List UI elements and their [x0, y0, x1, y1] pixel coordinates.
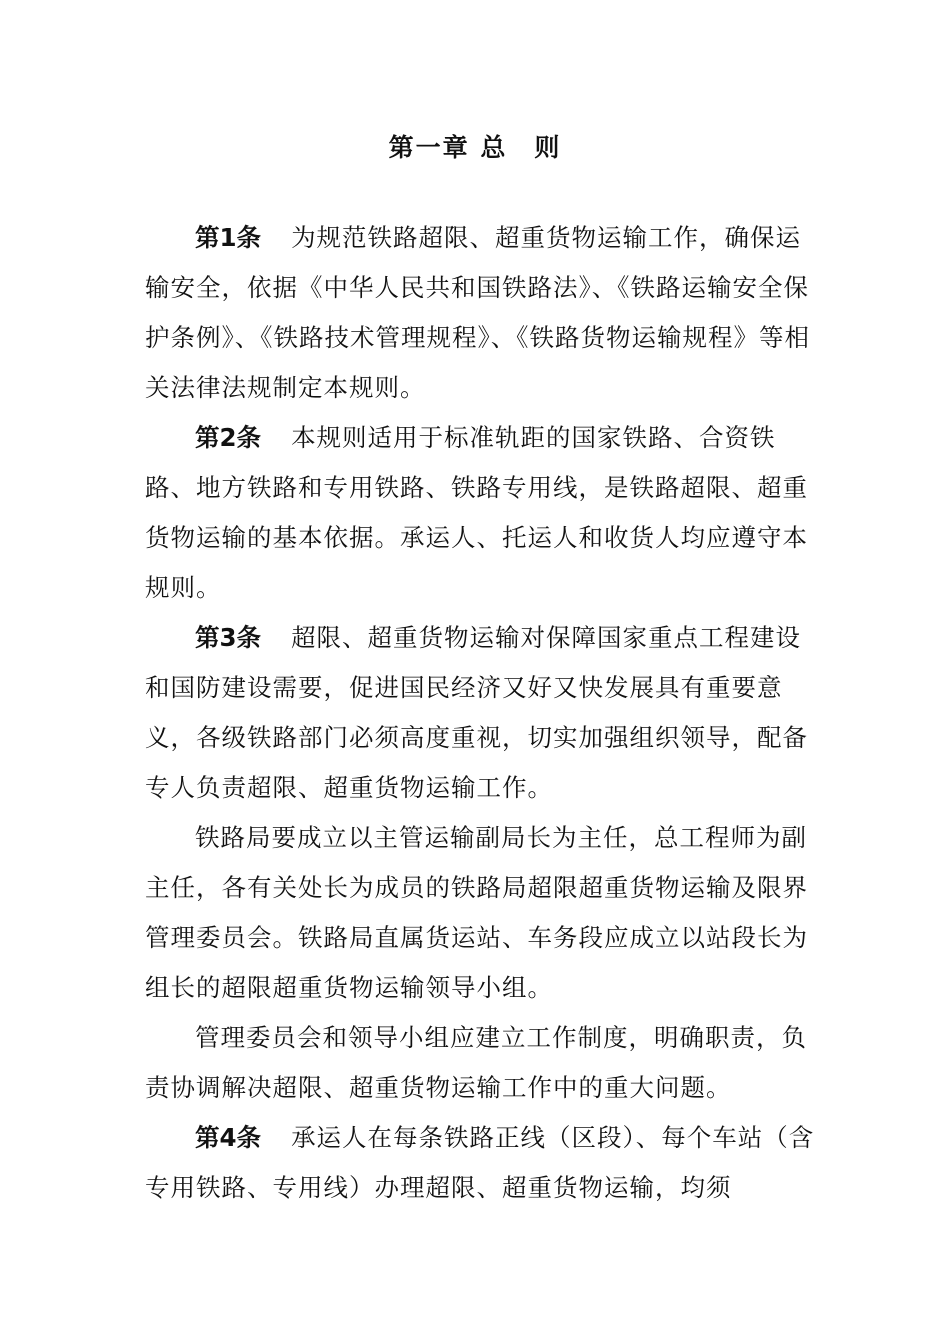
paragraph-text: 管理委员会和领导小组应建立工作制度，明确职责，负责协调解决超限、超重货物运输工作中的重大问题。 — [145, 1023, 807, 1102]
paragraph-article-1 — [145, 213, 815, 413]
paragraph-text: 承运人在每条铁路正线（区段）、每个车站（含专用铁路、专用线）办理超限、超重货物运输，均须 — [145, 1123, 815, 1202]
article-number: 第1条 — [195, 223, 262, 252]
chapter-title: 第一章 总 则 — [388, 133, 562, 162]
article-number: 第2条 — [195, 423, 262, 452]
paragraph-article-2 — [145, 413, 815, 613]
paragraph-article-3-part-3 — [145, 1013, 815, 1113]
paragraph-text: 铁路局要成立以主管运输副局长为主任，总工程师为副主任，各有关处长为成员的铁路局超限超重货物运输及限界管理委员会。铁路局直属货运站、车务段应成立以站段长为组长的超限超重货物运输领导小组。 — [145, 823, 808, 1002]
paragraph-article-3-part-2 — [145, 813, 815, 1013]
paragraph-text: 本规则适用于标准轨距的国家铁路、合资铁路、地方铁路和专用铁路、铁路专用线，是铁路超限、超重货物运输的基本依据。承运人、托运人和收货人均应遵守本规则。 — [145, 423, 808, 602]
paragraph-text: 超限、超重货物运输对保障国家重点工程建设和国防建设需要，促进国民经济又好又快发展具有重要意义，各级铁路部门必须高度重视，切实加强组织领导，配备专人负责超限、超重货物运输工作。 — [145, 623, 808, 802]
article-number: 第3条 — [195, 623, 262, 652]
paragraph-text: 为规范铁路超限、超重货物运输工作，确保运输安全，依据《中华人民共和国铁路法》、《铁路运输安全保护条例》、《铁路技术管理规程》、《铁路货物运输规程》等相关法律法规制定本规则。 — [145, 223, 810, 402]
article-number: 第4条 — [195, 1123, 262, 1152]
document-body — [145, 213, 815, 1213]
paragraph-article-3 — [145, 613, 815, 813]
paragraph-article-4 — [145, 1113, 815, 1213]
